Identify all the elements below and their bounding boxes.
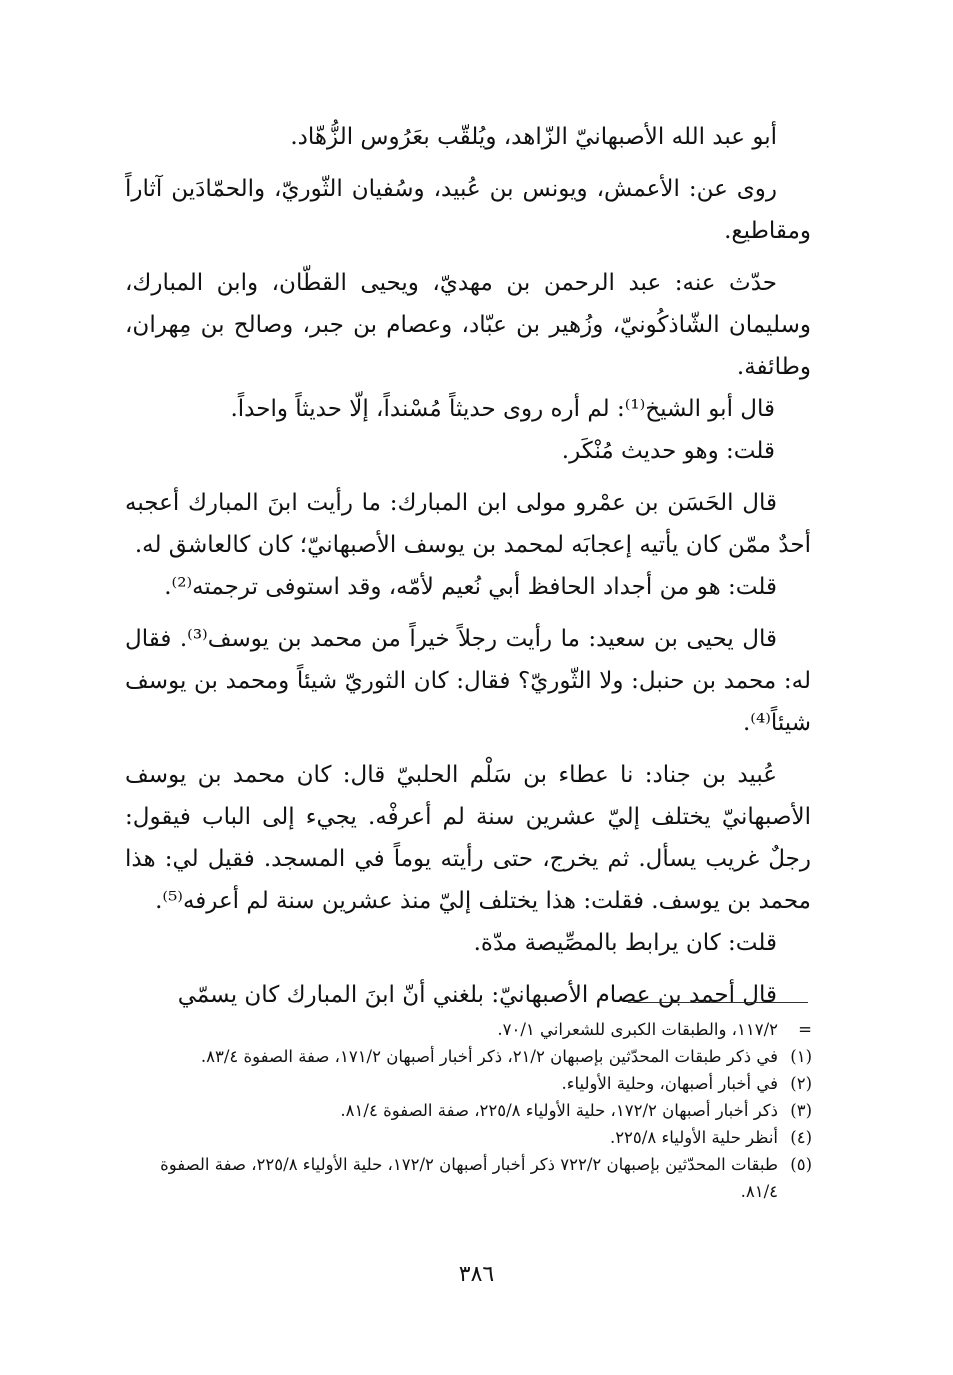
paragraph-yahya: قال يحيى بن سعيد: ما رأيت رجلاً خيراً من محمد بن يوسف⁽³⁾. فقال له: محمد بن حنبل: ولا الثّوريّ؟ فقال: كان الثوريّ شيئاً ومحمد بن يوسف شيئاً⁽⁴⁾. [125,626,811,736]
footnote-mark: (١) [790,1047,812,1066]
paragraph-ahmad: قال أحمد بن عصام الأصبهانيّ: بلغني أنّ ابنَ المبارك كان يسمّي [177,982,777,1008]
paragraph-ubayd: عُبيد بن جناد: نا عطاء بن سَلْم الحلبيّ قال: كان محمد بن يوسف الأصبهانيّ يختلف إليّ عشرين سنة لم أعرفْه. يجيء إلى الباب فيقول: رجلٌ غريب يسأل. ثم يخرج، حتى رأيته يوماً في المسجد. فقيل لي: هذا محمد بن يوسف. فقلت: هذا يختلف إليّ منذ عشرين سنة لم أعرفه⁽⁵⁾. [125,762,811,914]
footnote-2 [122,1070,812,1097]
paragraph-alhasan: قال الحَسَن بن عمْرو مولى ابن المبارك: ما رأيت ابنَ المبارك أعجبه أحدٌ ممّن كان يأتيه إعجابَه لمحمد بن يوسف الأصبهانيّ؛ كان كالعاشق له. [125,490,811,558]
footnote-1 [122,1043,812,1070]
paragraph-abu-alshaykh: قال أبو الشيخ⁽¹⁾: لم أره روى حديثاً مُسْنداً، إلّا حديثاً واحداً. [230,396,775,422]
paragraph-narrated-by: حدّث عنه: عبد الرحمن بن مهديّ، ويحيى القطّان، وابن المبارك، وسليمان الشّاذكُونيّ، وزُهير بن عبّاد، وعصام بن جبر، وصالح بن مِهران، وطائفة. [125,270,811,380]
footnote-text: ١١٧/٢، والطبقات الكبرى للشعراني ٧٠/١. [497,1020,778,1039]
footnote-mark: (٥) [790,1155,812,1174]
page-number: ٣٨٦ [458,1262,495,1287]
footnote-text: أنظر حلية الأولياء ٢٢٥/٨. [609,1128,778,1147]
footnote-continuation [122,1016,812,1043]
footnote-separator [628,1002,808,1003]
main-text [125,116,811,1016]
footnote-mark: (٤) [790,1128,812,1147]
paragraph-note-munkar: قلت: وهو حديث مُنْكَر. [561,438,775,464]
footnote-4 [122,1124,812,1151]
footnote-3 [122,1097,812,1124]
footnote-mark: = [798,1020,812,1039]
footnotes [122,1016,812,1205]
paragraph-abu-nuaym: قلت: هو من أجداد الحافظ أبي نُعيم لأمّه، وقد استوفى ترجمته⁽²⁾. [164,574,777,600]
footnote-mark: (٢) [790,1074,812,1093]
footnote-5 [122,1151,812,1205]
footnote-mark: (٣) [790,1101,812,1120]
footnote-text: طبقات المحدّثين بإصبهان ٧٢٢/٢ ذكر أخبار أصبهان ١٧٢/٢، حلية الأولياء ٢٢٥/٨، صفة الصفوة ٨١/٤. [160,1155,778,1201]
footnote-text: ذكر أخبار أصبهان ١٧٢/٢، حلية الأولياء ٢٢٥/٨، صفة الصفوة ٨١/٤. [340,1101,778,1120]
footnote-text: في أخبار أصبهان، وحلية الأولياء. [561,1074,778,1093]
paragraph-name: أبو عبد الله الأصبهانيّ الزّاهد، ويُلقّب بعَرُوس الزُّهّاد. [290,124,777,150]
footnote-text: في ذكر طبقات المحدّثين بإصبهان ٢١/٢، ذكر أخبار أصبهان ١٧١/٢، صفة الصفوة ٨٣/٤. [200,1047,778,1066]
paragraph-massisa: قلت: كان يرابط بالمصِّيصة مدّة. [473,930,777,956]
paragraph-narrated-from: روى عن: الأعمش، ويونس بن عُبيد، وسُفيان الثّوريّ، والحمّادَين آثاراً ومقاطيع. [125,176,811,244]
